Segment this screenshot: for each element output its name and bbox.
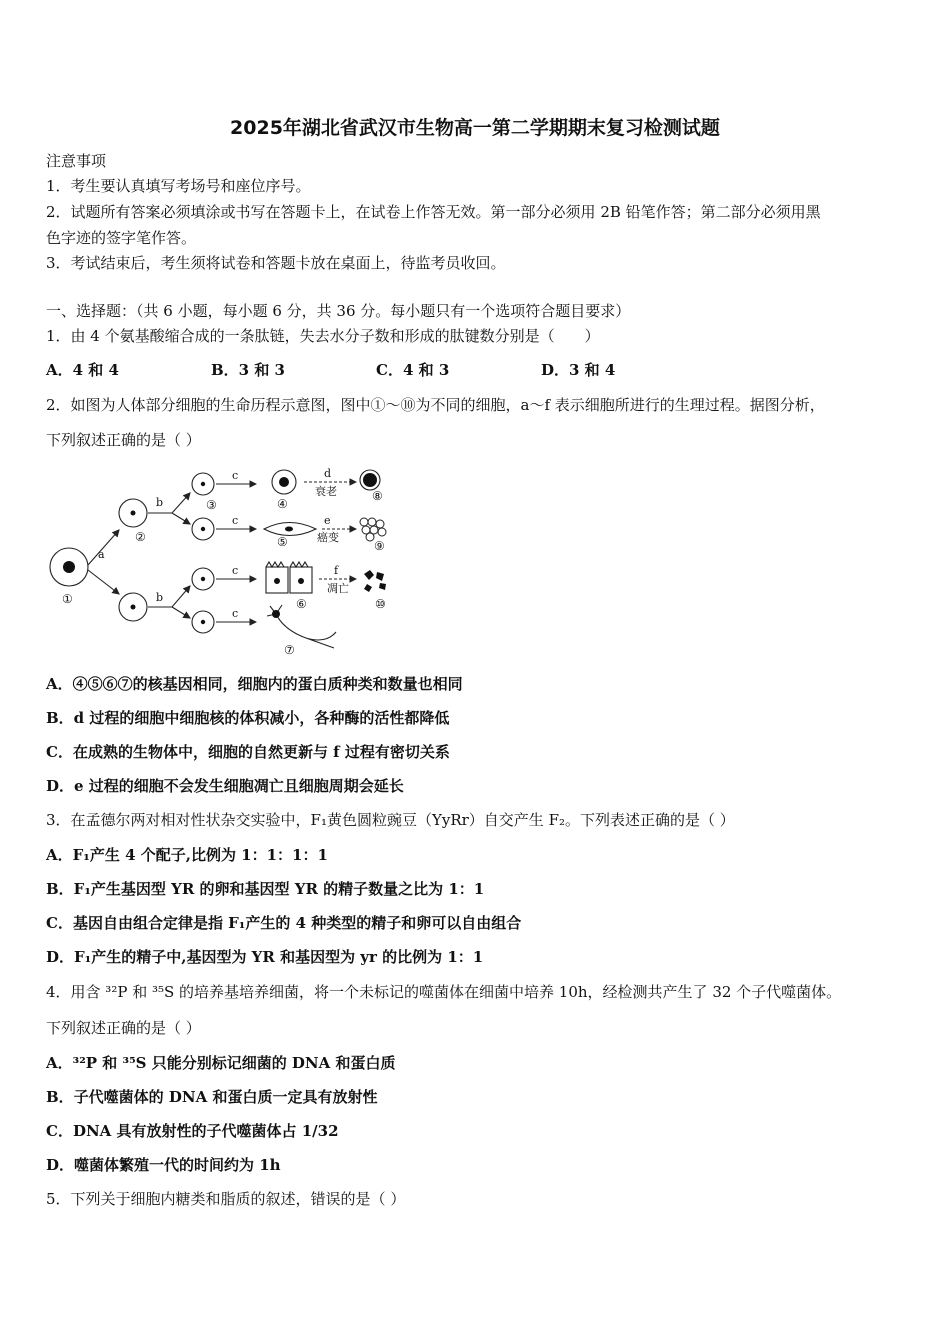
cell-label-9: ⑨ xyxy=(374,539,385,553)
cell-label-10: ⑩ xyxy=(375,597,386,611)
notice-item: 3．考试结束后，考生须将试卷和答题卡放在桌面上，待监考员收回。 xyxy=(46,254,506,272)
question-2-option-b[interactable]: B．d 过程的细胞中细胞核的体积减小，各种酶的活性都降低 xyxy=(46,709,450,727)
process-label-c: c xyxy=(232,564,239,577)
question-2-stem-cont: 下列叙述正确的是（ ） xyxy=(46,431,201,449)
cell-label-6: ⑥ xyxy=(296,597,307,611)
question-4-option-b[interactable]: B．子代噬菌体的 DNA 和蛋白质一定具有放射性 xyxy=(46,1088,378,1106)
process-label-e: e xyxy=(324,514,331,527)
cell-label-7: ⑦ xyxy=(284,643,295,657)
cell-label-2: ② xyxy=(135,530,146,544)
option-d[interactable]: D．3 和 4 xyxy=(541,361,616,379)
notice-heading: 注意事项 xyxy=(46,152,107,170)
option-c[interactable]: C．4 和 3 xyxy=(376,361,450,379)
question-1-options xyxy=(46,360,706,380)
process-label-d: d xyxy=(324,467,332,480)
page-title: 2025年湖北省武汉市生物高一第二学期期末复习检测试题 xyxy=(230,117,720,139)
process-label-a: a xyxy=(98,548,105,561)
question-4-stem: 4．用含 ³²P 和 ³⁵S 的培养基培养细菌，将一个未标记的噬菌体在细菌中培养 10h，经检测共产生了 32 个子代噬菌体。 xyxy=(46,983,842,1001)
notice-item: 1．考生要认真填写考场号和座位序号。 xyxy=(46,177,311,195)
process-label-b: b xyxy=(156,591,164,604)
section-heading: 一、选择题：（共 6 小题，每小题 6 分，共 36 分。每小题只有一个选项符合题目要求） xyxy=(46,302,631,320)
question-2-option-d[interactable]: D．e 过程的细胞不会发生细胞凋亡且细胞周期会延长 xyxy=(46,777,404,795)
question-4-option-c[interactable]: C．DNA 具有放射性的子代噬菌体占 1/32 xyxy=(46,1122,339,1140)
question-3-option-c[interactable]: C．基因自由组合定律是指 F₁产生的 4 种类型的精子和卵可以自由组合 xyxy=(46,914,522,932)
notice-item: 色字迹的签字笔作答。 xyxy=(46,229,197,247)
stage-label-cancer: 癌变 xyxy=(317,531,339,544)
process-label-c: c xyxy=(232,607,239,620)
option-a[interactable]: A．4 和 4 xyxy=(46,361,119,379)
question-5-stem: 5．下列关于细胞内糖类和脂质的叙述，错误的是（ ） xyxy=(46,1190,406,1208)
process-label-c: c xyxy=(232,514,239,527)
cell-label-3: ③ xyxy=(206,498,217,512)
cell-label-1: ① xyxy=(62,592,73,606)
notice-item: 2．试题所有答案必须填涂或书写在答题卡上，在试卷上作答无效。第一部分必须用 2B 铅笔作答；第二部分必须用黑 xyxy=(46,203,821,221)
question-1-stem: 1．由 4 个氨基酸缩合成的一条肽链，失去水分子数和形成的肽键数分别是（ ） xyxy=(46,327,600,345)
question-2-option-a[interactable]: A．④⑤⑥⑦的核基因相同，细胞内的蛋白质种类和数量也相同 xyxy=(46,675,463,693)
question-3-option-d[interactable]: D．F₁产生的精子中,基因型为 YR 和基因型为 yr 的比例为 1：1 xyxy=(46,948,484,966)
question-4-stem-cont: 下列叙述正确的是（ ） xyxy=(46,1019,201,1037)
question-2-option-c[interactable]: C．在成熟的生物体中，细胞的自然更新与 f 过程有密切关系 xyxy=(46,743,450,761)
question-3-stem: 3．在孟德尔两对相对性状杂交实验中，F₁黄色圆粒豌豆（YyRr）自交产生 F₂。下列表述正确的是（ ） xyxy=(46,811,735,829)
process-label-f: f xyxy=(334,564,339,577)
stage-label-apoptosis: 凋亡 xyxy=(327,582,349,595)
cell-label-8: ⑧ xyxy=(372,489,383,503)
question-3-option-a[interactable]: A．F₁产生 4 个配子,比例为 1：1：1：1 xyxy=(46,846,328,864)
cell-label-5: ⑤ xyxy=(277,535,288,549)
cell-lifecycle-diagram xyxy=(44,462,394,662)
stage-label-aging: 衰老 xyxy=(315,485,337,498)
question-4-option-a[interactable]: A．³²P 和 ³⁵S 只能分别标记细菌的 DNA 和蛋白质 xyxy=(46,1054,396,1072)
process-label-c: c xyxy=(232,469,239,482)
question-4-option-d[interactable]: D．噬菌体繁殖一代的时间约为 1h xyxy=(46,1156,281,1174)
question-2-stem: 2．如图为人体部分细胞的生命历程示意图，图中①～⑩为不同的细胞，a～f 表示细胞所进行的生理过程。据图分析， xyxy=(46,396,825,414)
process-label-b: b xyxy=(156,496,164,509)
question-3-option-b[interactable]: B．F₁产生基因型 YR 的卵和基因型 YR 的精子数量之比为 1：1 xyxy=(46,880,485,898)
cell-label-4: ④ xyxy=(277,497,288,511)
option-b[interactable]: B．3 和 3 xyxy=(211,361,285,379)
